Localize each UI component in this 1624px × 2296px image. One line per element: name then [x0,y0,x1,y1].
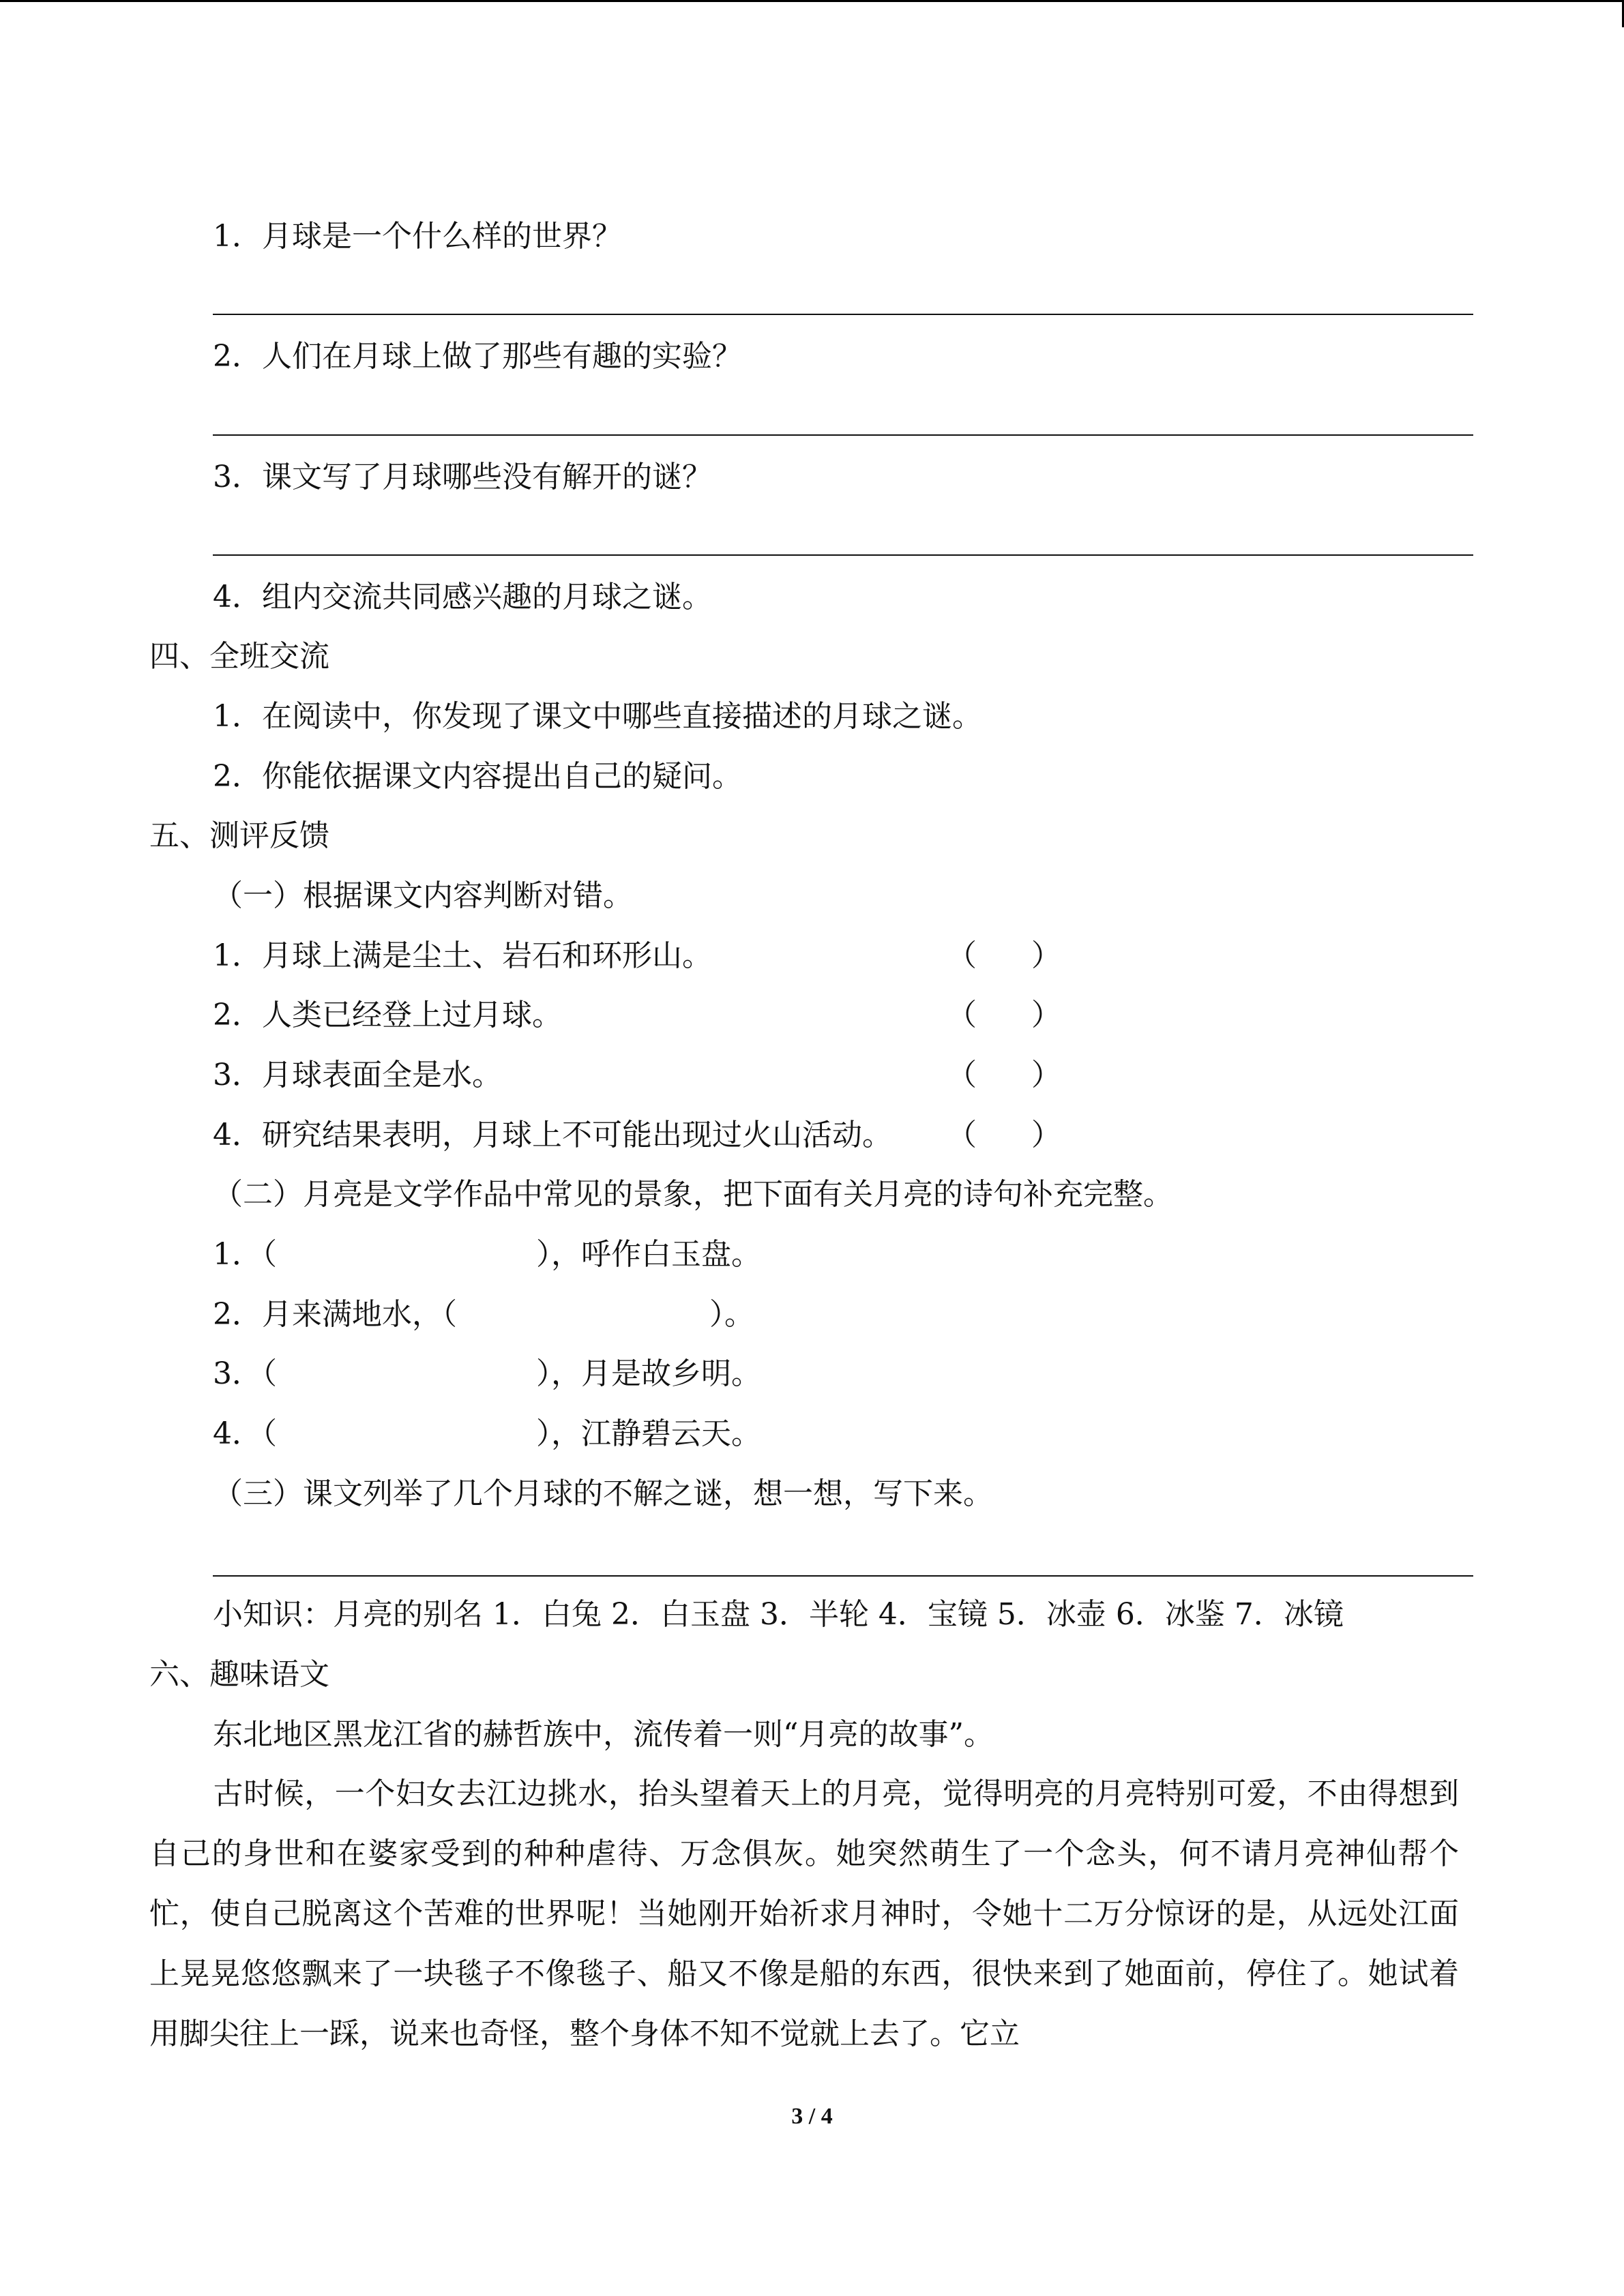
tf-statement-4: 4．研究结果表明，月球上不可能出现过火山活动。 [213,1118,892,1152]
story-paragraph [149,1764,1459,2064]
question-1: 1．月球是一个什么样的世界？ [213,219,622,254]
story-intro: 东北地区黑龙江省的赫哲族中，流传着一则“月亮的故事”。 [213,1717,994,1752]
tf-answer-box-2[interactable]: （ ） [947,998,1061,1032]
tf-answer-box-3[interactable]: （ ） [947,1058,1061,1092]
tf-answer-box-4[interactable]: （ ） [947,1118,1061,1152]
section-4-heading: 四、全班交流 [149,639,329,674]
poem-line-4[interactable]: 4．（ ），江静碧云天。 [213,1416,761,1451]
answer-line-1[interactable] [213,314,1473,315]
part-2-title: （二）月亮是文学作品中常见的景象，把下面有关月亮的诗句补充完整。 [213,1177,1173,1212]
part-3-title: （三）课文列举了几个月球的不解之谜，想一想，写下来。 [213,1476,993,1511]
answer-line-3[interactable] [213,554,1473,556]
tf-statement-1: 1．月球上满是尘土、岩石和环形山。 [213,938,712,973]
section-6-heading: 六、趣味语文 [149,1657,329,1692]
knowledge-note: 小知识：月亮的别名 1．白兔 2．白玉盘 3．半轮 4．宝镜 5．冰壶 6．冰鉴 7．冰镜 [213,1597,1344,1632]
section-5-heading: 五、测评反馈 [149,818,329,853]
tf-statement-2: 2．人类已经登上过月球。 [213,998,562,1032]
poem-line-1[interactable]: 1．（ ），呼作白玉盘。 [213,1237,761,1272]
section-4-item-1: 1．在阅读中，你发现了课文中哪些直接描述的月球之谜。 [213,699,982,734]
page-top-border [0,0,1624,2]
tf-statement-3: 3．月球表面全是水。 [213,1058,502,1092]
question-2: 2．人们在月球上做了那些有趣的实验？ [213,339,742,374]
question-4: 4．组内交流共同感兴趣的月球之谜。 [213,580,712,614]
story-text: 古时候，一个妇女去江边挑水，抬头望着天上的月亮，觉得明亮的月亮特别可爱，不由得想到自己的身世和在婆家受到的种种虐待、万念俱灰。她突然萌生了一个念头，何不请月亮神仙帮个忙，使自己脱离这个苦难的世界呢！当她刚开始祈求月神时，令她十二万分惊讶的是，从远处江面上晃晃悠悠飘来了一块毯子不像毯子、船又不像是船的东西，很快来到了她面前，停住了。她试着用脚尖往上一踩，说来也奇怪，整个身体不知不觉就上去了。它立 [149,1776,1459,2051]
section-4-item-2: 2．你能依据课文内容提出自己的疑问。 [213,759,742,794]
answer-line-part-3[interactable] [213,1575,1473,1577]
page-number: 3 / 4 [791,2104,833,2129]
tf-answer-box-1[interactable]: （ ） [947,938,1061,973]
part-1-title: （一）根据课文内容判断对错。 [213,878,633,913]
question-3: 3．课文写了月球哪些没有解开的谜？ [213,460,712,494]
poem-line-2[interactable]: 2．月来满地水，（ ）。 [213,1297,754,1332]
poem-line-3[interactable]: 3．（ ），月是故乡明。 [213,1356,761,1391]
answer-line-2[interactable] [213,434,1473,436]
